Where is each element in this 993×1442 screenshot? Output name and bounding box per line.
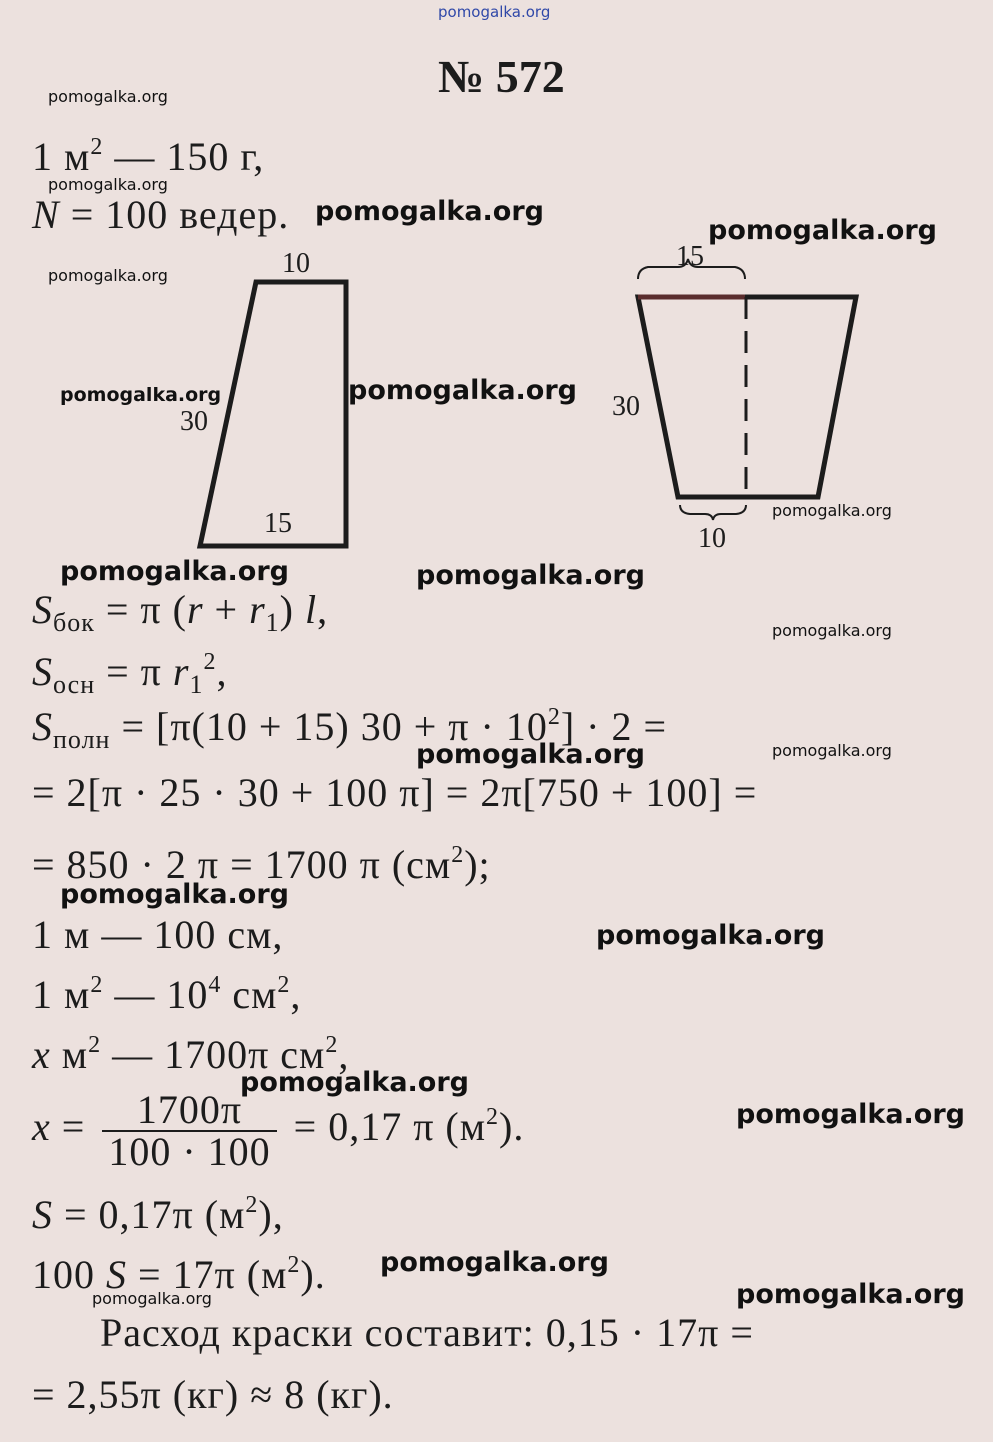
answer-line-2: = 2,55π (кг) ≈ 8 (кг). xyxy=(32,1372,394,1417)
watermark: pomogalka.org xyxy=(240,1067,469,1098)
site-watermark-top: pomogalka.org xyxy=(438,3,551,21)
watermark: pomogalka.org xyxy=(596,920,825,951)
s100-line: 100 S = 17π $(м^2)$. xyxy=(32,1252,326,1297)
watermark: pomogalka.org xyxy=(772,501,892,520)
formula-line-a: = 2[π · 25 · 30 + 100 π] = 2π[750 + 100] = xyxy=(32,770,758,815)
trapezoid-side-label: 30 xyxy=(180,406,208,437)
formula-line-b: = 850 · 2 π = 1700 π $(см^2)$; xyxy=(32,842,491,887)
trapezoid-top-label: 10 xyxy=(282,248,310,279)
watermark: pomogalka.org xyxy=(416,739,645,770)
watermark: pomogalka.org xyxy=(60,879,289,910)
watermark: pomogalka.org xyxy=(92,1289,212,1308)
watermark: pomogalka.org xyxy=(416,560,645,591)
conversion-line-2: 1 $м^2$ — $10^4$ $см^2$, xyxy=(32,972,302,1017)
given-line-2: N = 100 ведер. xyxy=(32,192,290,237)
given-line-1: 1 $м^2$ — 150 г, xyxy=(32,134,265,179)
conversion-line-3: x $м^2$ — 1700π $см^2$, xyxy=(32,1032,350,1077)
watermark: pomogalka.org xyxy=(348,375,577,406)
watermark: pomogalka.org xyxy=(48,87,168,106)
watermark: pomogalka.org xyxy=(315,196,544,227)
x-fraction-line: x = $\frac{1700\pi}{100 \cdot 100}$ = 0,17 π $(м^2)$. xyxy=(32,1087,525,1174)
watermark: pomogalka.org xyxy=(60,556,289,587)
formula-s-osn: $S_{осн} = \pi$ $r_1^2$, xyxy=(32,649,228,699)
watermark: pomogalka.org xyxy=(772,621,892,640)
watermark: pomogalka.org xyxy=(708,215,937,246)
watermark: pomogalka.org xyxy=(736,1099,965,1130)
watermark: pomogalka.org xyxy=(60,384,222,406)
answer-line-1: Расход краски составит: 0,15 · 17π = xyxy=(100,1310,754,1355)
watermark: pomogalka.org xyxy=(48,175,168,194)
trapezoid-bottom-label: 15 xyxy=(264,508,292,539)
watermark: pomogalka.org xyxy=(48,266,168,285)
watermark: pomogalka.org xyxy=(772,741,892,760)
problem-title: № 572 xyxy=(438,51,565,102)
bucket-side-label: 30 xyxy=(612,391,640,422)
bottom-brace xyxy=(680,505,746,520)
trapezoid-shape xyxy=(200,282,346,546)
watermark: pomogalka.org xyxy=(736,1279,965,1310)
formula-s-bok: $S_{бок} = \pi$ $(r + r_1)$ l, xyxy=(32,587,329,637)
x-fraction: $\frac{1700\pi}{100 \cdot 100}$ xyxy=(102,1090,276,1172)
conversion-line-1: 1 м — 100 см, xyxy=(32,912,284,957)
bucket-top-label: 15 xyxy=(676,241,704,272)
s-value-line: S = 0,17π $(м^2)$, xyxy=(32,1192,284,1237)
formula-s-poln: $S_{полн} = [\pi(10 + 15) 30 + \pi \cdot 10^2] \cdot 2$ = xyxy=(32,704,668,754)
bucket-bottom-label: 10 xyxy=(698,523,726,554)
watermark: pomogalka.org xyxy=(380,1247,609,1278)
